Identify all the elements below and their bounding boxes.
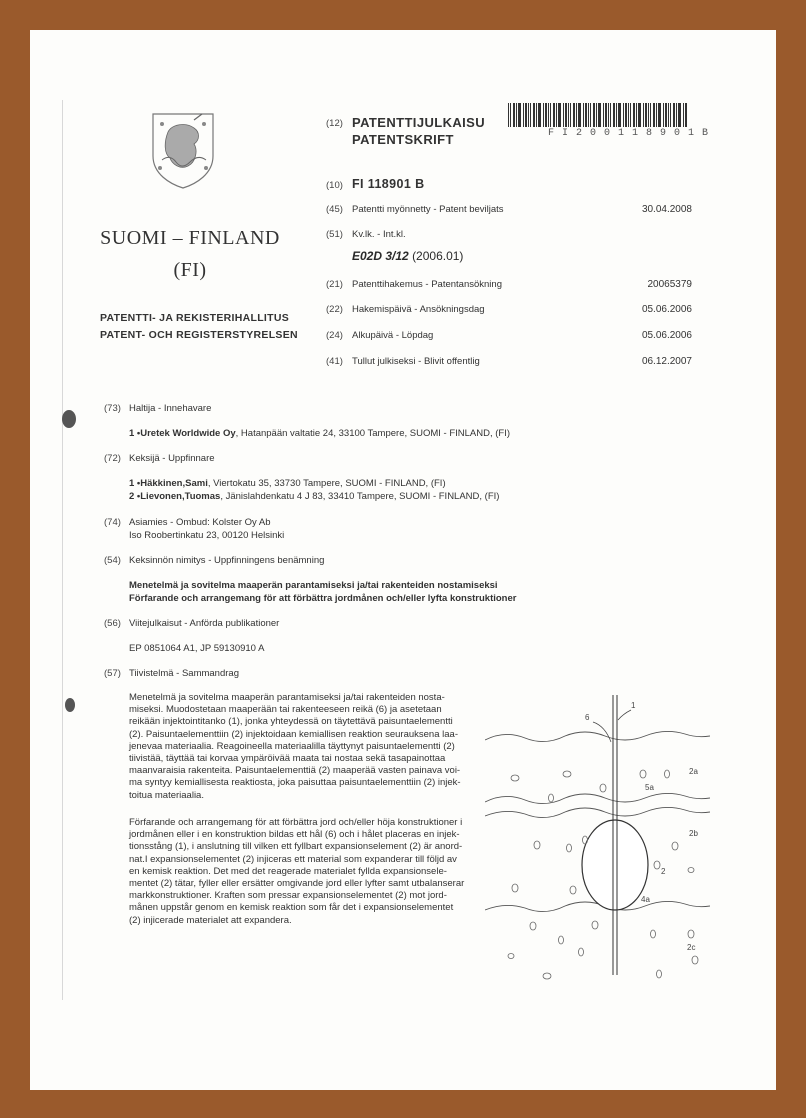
barcode-bar [645,103,647,127]
barcode-bar [658,103,661,127]
barcode-bar [648,103,649,127]
barcode-bar [665,103,667,127]
inid-code: (12) [326,118,343,129]
barcode-bar [530,103,531,127]
barcode-bar [568,103,569,127]
abstract-line: nat.I expansionselementet (2) injiceras ett material som expanderar till följd av [129,853,457,865]
inventor-address: , Viertokatu 35, 33730 Tampere, SUOMI - FINLAND, (FI) [207,478,446,489]
barcode [508,103,688,127]
figure-reference-label: 2b [689,829,698,838]
barcode-bar [668,103,669,127]
abstract-line: (2) injicerade materialet att expandera. [129,914,292,926]
agent-address: Iso Roobertinkatu 23, 00120 Helsinki [129,530,285,541]
inventor-address: , Jänislahdenkatu 4 J 83, 33410 Tampere, SUOMI - FINLAND, (FI) [220,491,500,502]
invention-title-sv: Förfarande och arrangemang för att förbättra jordmånen och/eller lyfta konstruktioner [129,593,517,604]
scan-edge-shadow [62,100,63,1000]
abstract-line: jenevaa materiaalia. Reagoineella materiaalilla täyttynyt paisuntaelementti (2) [129,740,455,752]
inid-code: (72) [104,453,121,464]
barcode-bar [523,103,524,127]
cited-label: Viitejulkaisut - Anförda publikationer [129,618,280,629]
figure-reference-label: 2 [661,867,666,876]
barcode-bar [685,103,687,127]
country-name [100,222,280,286]
barcode-bar [623,103,624,127]
inid-code: (51) [326,229,343,240]
barcode-bar [673,103,675,127]
ground-layer-line [485,731,710,741]
inid-code: (21) [326,279,343,290]
barcode-bar [630,103,631,127]
inventor-name: Häkkinen,Sami [140,478,208,489]
expansion-element [582,820,648,910]
holder-address: , Hatanpään valtatie 24, 33100 Tampere, SUOMI - FINLAND, (FI) [235,428,511,439]
barcode-bar [618,103,621,127]
inid-code: (57) [104,668,121,679]
barcode-bar [670,103,671,127]
barcode-bar [570,103,571,127]
figure-reference-label: 2a [689,767,698,776]
inid-code: (74) [104,517,121,528]
cited-publications: EP 0851064 A1, JP 59130910 A [129,643,265,654]
title-label: Keksinnön nimitys - Uppfinningens benämning [129,555,325,566]
patent-office [100,310,298,344]
office-name-sv: PATENT- OCH REGISTERSTYRELSEN [100,329,298,341]
abstract-line: Förfarande och arrangemang för att förbättra jord och/eller höja konstruktioner i [129,817,463,828]
inventor-label: Keksijä - Uppfinnare [129,453,215,464]
ground-layer-line [485,807,710,817]
patent-page [30,30,776,1090]
barcode-bar [628,103,629,127]
barcode-bar [536,103,537,127]
abstract-line: ma syntyy kemiallisesta reaktiosta, joka paisuttaa paisuntaelementtiin (2) injek- [129,777,461,789]
filing-date-label: Hakemispäivä - Ansökningsdag [352,304,485,315]
inid-code: (73) [104,403,121,414]
punch-hole [65,698,75,712]
barcode-bar [538,103,541,127]
inventor-line [129,478,446,489]
barcode-bar [576,103,577,127]
publication-date-label: Tullut julkiseksi - Blivit offentlig [352,356,480,367]
abstract-label: Tiivistelmä - Sammandrag [129,668,239,679]
barcode-bar [565,103,567,127]
barcode-bar [610,103,611,127]
barcode-bar [513,103,515,127]
abstract-line: toitua materiaalia. [129,789,204,801]
document-kind-sv: PATENTSKRIFT [352,132,454,147]
grant-date: 30.04.2008 [641,204,692,215]
barcode-bar [508,103,509,127]
barcode-bar [605,103,607,127]
barcode-bar [578,103,581,127]
barcode-bar [598,103,601,127]
barcode-bar [558,103,561,127]
invention-title-fi: Menetelmä ja sovitelma maaperän parantamiseksi ja/tai rakenteiden nostamiseksi [129,580,498,591]
barcode-bar [663,103,664,127]
barcode-bar [590,103,591,127]
inid-code: (56) [104,618,121,629]
holder-label: Haltija - Innehavare [129,403,212,414]
barcode-bar [543,103,544,127]
list-marker: 2 • [129,491,141,502]
list-marker: 1 • [129,428,141,439]
country-line-1: SUOMI – FINLAND [100,227,280,249]
figure-reference-label: 4a [641,895,650,904]
barcode-bar [683,103,684,127]
barcode-bar [553,103,555,127]
barcode-bar [653,103,655,127]
barcode-bar [550,103,551,127]
document-kind [352,114,485,148]
figure-reference-label: 2c [687,943,696,952]
abstract-line: miseksi. Muodostetaan maaperään tai rakenteeseen reikä (6) ja asetetaan [129,704,442,716]
barcode-bar [510,103,511,127]
barcode-bar [548,103,549,127]
barcode-bar [596,103,597,127]
barcode-bar [583,103,584,127]
abstract-line: tionsstång (1), i anslutning till vilken ett fyllbart expansionselement (2) är anord- [129,841,463,853]
barcode-bar [608,103,609,127]
barcode-bar [613,103,615,127]
coat-of-arms-icon [150,110,216,190]
inid-code: (41) [326,356,343,367]
barcode-bar [518,103,521,127]
inid-code: (24) [326,330,343,341]
abstract-line: (2). Paisuntaelementtiin (2) injektoidaan kemiallisen reaktion seurauksena laa- [129,728,458,740]
barcode-bar [625,103,627,127]
patent-drawing [485,690,710,990]
filing-date: 05.06.2006 [641,304,692,315]
inid-code: (10) [326,180,343,191]
barcode-bar [676,103,677,127]
barcode-bar [633,103,635,127]
inid-code: (54) [104,555,121,566]
office-name-fi: PATENTTI- JA REKISTERIHALLITUS [100,312,290,324]
holder-line [129,428,510,439]
ipc-code: E02D 3/12 [352,249,409,263]
barcode-bar [556,103,557,127]
abstract-line: jordmånen eller i en konstruktion bildas ett hål (6) och i hålet placeras en injek- [129,829,460,841]
figure-reference-label: 6 [585,713,590,722]
barcode-bar [638,103,641,127]
figure-reference-label: 5a [645,783,654,792]
barcode-bar [593,103,595,127]
barcode-bar [616,103,617,127]
abstract-sv [129,817,479,927]
barcode-bar [563,103,564,127]
publication-number: FI 118901 B [352,177,425,191]
figure-reference-label: 1 [631,701,636,710]
effective-date: 05.06.2006 [641,330,692,341]
abstract-line: månen uppstår genom en kemisk reaktion som får det i expansionselementet [129,902,454,914]
document-kind-fi: PATENTTIJULKAISU [352,115,486,130]
inventor-line [129,491,499,502]
barcode-bar [678,103,681,127]
barcode-bar [643,103,644,127]
ipc-version: (2006.01) [412,249,464,263]
barcode-bar [636,103,637,127]
abstract-line: reikään injektointitanko (1), jonka yhteydessä on täytettävä paisuntaelementti [129,716,453,728]
holder-name: Uretek Worldwide Oy [140,428,236,439]
punch-hole [62,410,76,428]
inid-code: (22) [326,304,343,315]
barcode-bar [545,103,547,127]
ipc-label: Kv.lk. - Int.kl. [352,229,406,240]
barcode-bar [650,103,651,127]
barcode-bar [588,103,589,127]
agent-label: Asiamies - Ombud: Kolster Oy Ab [129,517,271,528]
inid-code: (45) [326,204,343,215]
barcode-bar [533,103,535,127]
barcode-bar [585,103,587,127]
abstract-line: maanvaraisia rakenteita. Paisuntaelementtiä (2) maaperää vasten painava voi- [129,765,461,777]
publication-date: 06.12.2007 [641,356,692,367]
application-number: 20065379 [647,279,692,290]
abstract-line: Menetelmä ja sovitelma maaperän parantamiseksi ja/tai rakenteiden nosta- [129,692,445,703]
barcode-bar [528,103,529,127]
abstract-line: mentet (2) tätar, fyller eller ersätter omgivande jord eller lyfter samt utbalanserar [129,878,465,890]
inventor-name: Lievonen,Tuomas [140,491,221,502]
abstract-line: en kemisk reaktion. Det med det reagerade materialet fyllda expansionsele- [129,865,447,877]
application-label: Patenttihakemus - Patentansökning [352,279,502,290]
abstract-line: markkonstruktioner. Kraften som pressar expansionselementet (2) mot jord- [129,890,447,902]
barcode-bar [516,103,517,127]
barcode-number: F I 2 0 0 1 1 8 9 0 1 B [548,128,710,139]
barcode-bar [573,103,575,127]
ground-layer-line [485,793,710,803]
barcode-bar [603,103,604,127]
country-code: (FI) [173,259,207,281]
barcode-bar [525,103,527,127]
list-marker: 1 • [129,478,141,489]
ipc-classification [352,249,463,263]
abstract-line: tiivistää, täyttää tai korvaa ympäröivää maata tai nostaa sekä tasapainottaa [129,753,446,765]
grant-date-label: Patentti myönnetty - Patent beviljats [352,204,504,215]
effective-date-label: Alkupäivä - Löpdag [352,330,434,341]
barcode-bar [656,103,657,127]
abstract-fi [129,692,479,802]
